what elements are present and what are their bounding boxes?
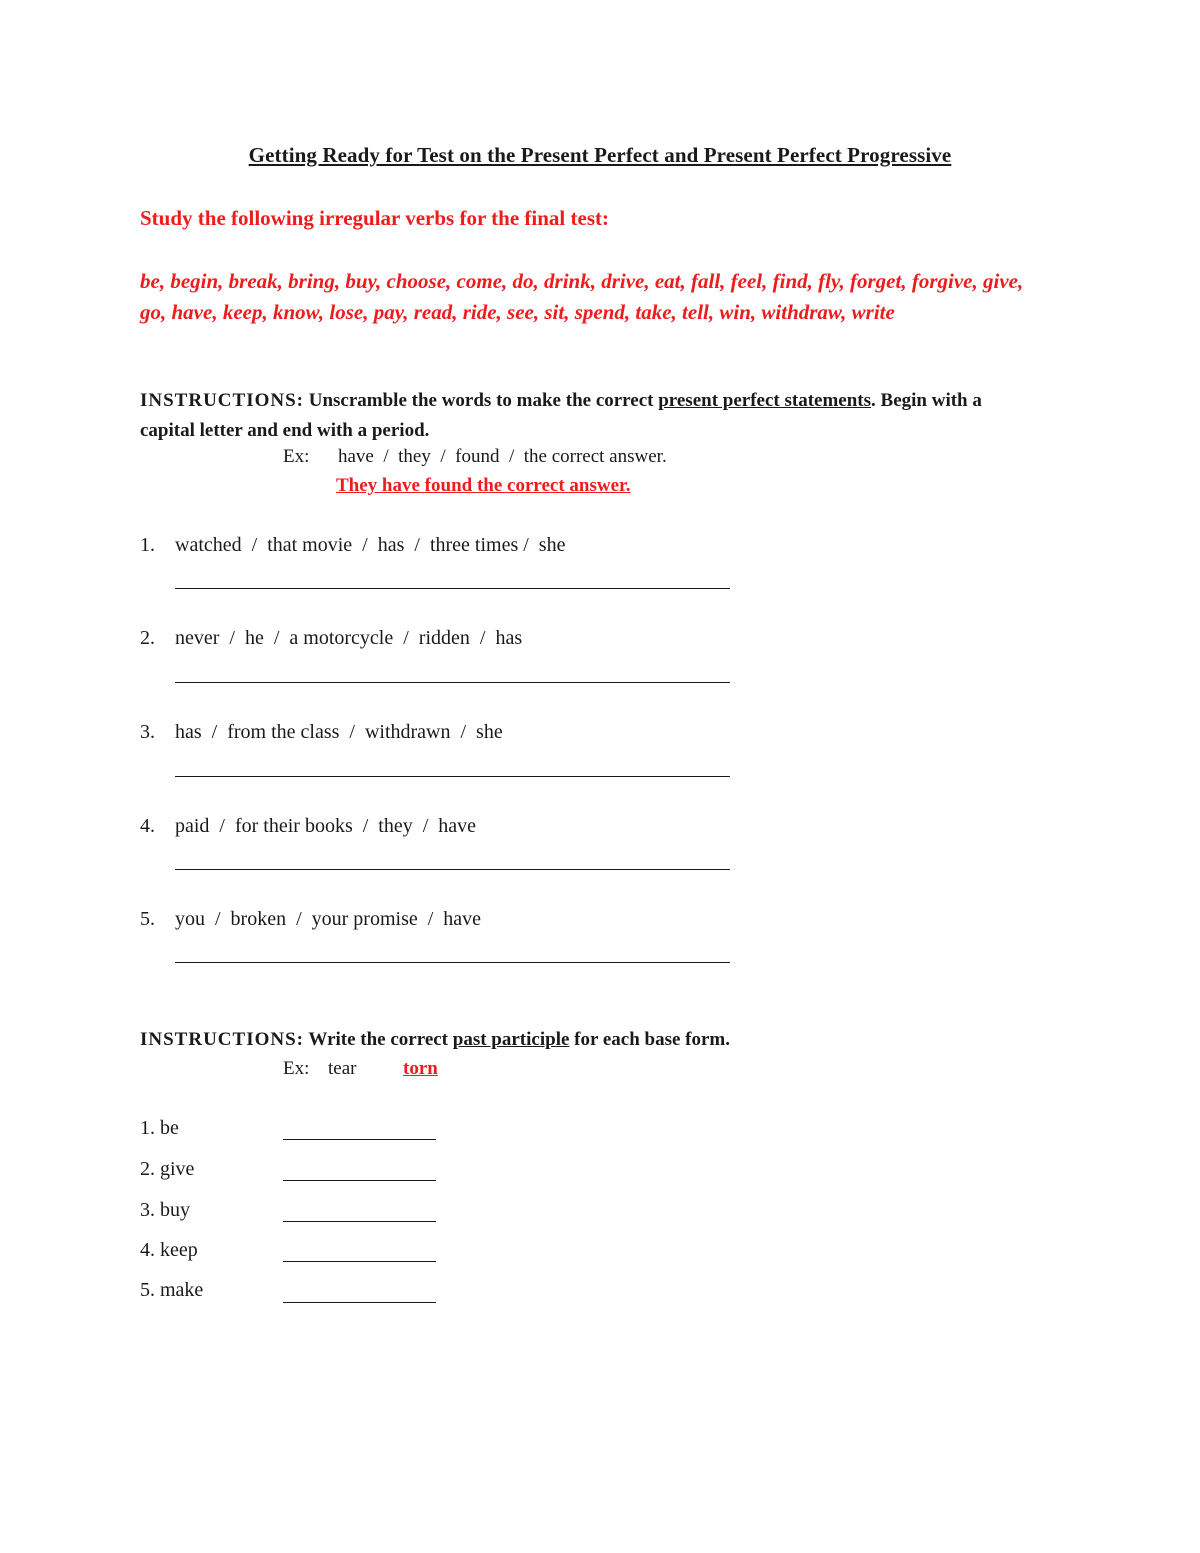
scrambled-words: paid / for their books / they / have xyxy=(175,815,477,837)
instructions-text: Write the correct xyxy=(308,1029,449,1050)
scrambled-words: has / from the class / withdrawn / she xyxy=(175,721,503,743)
base-form: 2. give xyxy=(140,1158,195,1180)
answer-line[interactable] xyxy=(283,1261,436,1262)
answer-line[interactable] xyxy=(175,776,730,777)
example-label: Ex: xyxy=(283,446,310,467)
example-prompt: have / they / found / the correct answer. xyxy=(338,446,667,467)
instructions-emphasis: present perfect statements xyxy=(658,390,872,411)
scrambled-words: you / broken / your promise / have xyxy=(175,908,482,930)
answer-line[interactable] xyxy=(283,1302,436,1303)
instructions-text-end: for each base form. xyxy=(574,1029,730,1050)
base-form: 3. buy xyxy=(140,1199,190,1221)
example-answer: They have found the correct answer. xyxy=(336,475,631,496)
base-form: 5. make xyxy=(140,1279,204,1301)
instructions-label: INSTRUCTIONS: xyxy=(140,390,304,411)
scrambled-words: never / he / a motorcycle / ridden / has xyxy=(175,627,523,649)
scrambled-words: watched / that movie / has / three times / she xyxy=(175,534,566,556)
page-title: Getting Ready for Test on the Present Perfect and Present Perfect Progressive xyxy=(248,143,952,167)
instructions-label: INSTRUCTIONS: xyxy=(140,1029,304,1050)
answer-line[interactable] xyxy=(283,1221,436,1222)
instructions-text-end: . Begin with a capital letter and end with a period. xyxy=(140,390,982,441)
item-number: 5. xyxy=(140,908,155,930)
example-base: tear xyxy=(328,1058,357,1079)
example-answer: torn xyxy=(403,1058,438,1079)
study-heading: Study the following irregular verbs for the final test: xyxy=(140,206,609,230)
item-number: 4. xyxy=(140,815,155,837)
answer-line[interactable] xyxy=(175,588,730,589)
answer-line[interactable] xyxy=(175,869,730,870)
answer-line[interactable] xyxy=(175,962,730,963)
instructions-emphasis: past participle xyxy=(452,1029,570,1050)
answer-line[interactable] xyxy=(283,1139,436,1140)
answer-line[interactable] xyxy=(283,1180,436,1181)
base-form: 1. be xyxy=(140,1117,179,1139)
answer-line[interactable] xyxy=(175,682,730,683)
instructions-unscramble xyxy=(140,386,1040,446)
instructions-text: Unscramble the words to make the correct xyxy=(308,390,654,411)
instructions-past-participle xyxy=(140,1025,1040,1055)
item-number: 2. xyxy=(140,627,155,649)
example-label: Ex: xyxy=(283,1058,310,1079)
irregular-verb-list: be, begin, break, bring, buy, choose, come, do, drink, drive, eat, fall, feel, find, fly, forget, forgive, give, go, have, keep, know, lose, pay, read, ride, see, sit, spend, take, tell, win, withdraw, write xyxy=(140,269,1024,324)
base-form: 4. keep xyxy=(140,1239,198,1261)
item-number: 3. xyxy=(140,721,155,743)
item-number: 1. xyxy=(140,534,155,556)
